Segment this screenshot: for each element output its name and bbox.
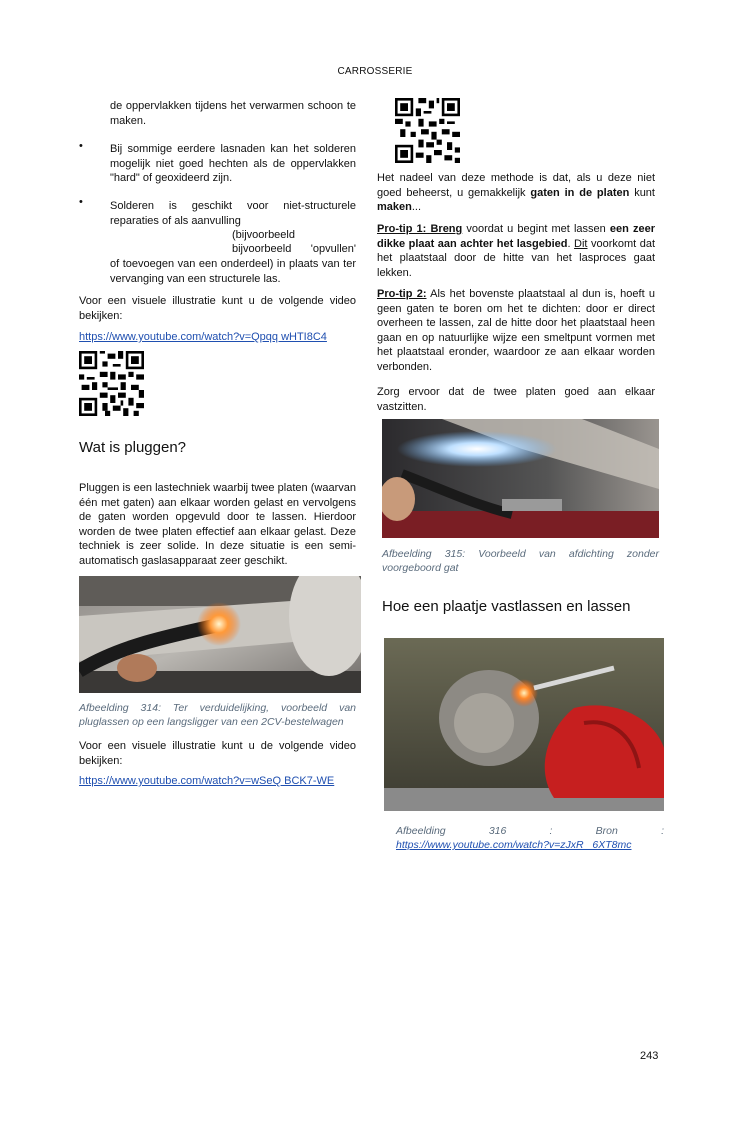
bullet-item-2d: of toevoegen van een onderdeel) in plaats van ter vervanging van een structurele las.	[110, 258, 356, 285]
caption-316	[396, 824, 664, 852]
fasten-paragraph: Zorg ervoor dat de twee platen goed aan elkaar vastzitten.	[377, 386, 655, 413]
caption-316-colon: :	[661, 825, 664, 837]
disadvantage-paragraph: Het nadeel van deze methode is dat, als u deze niet goed beheerst, u gemakkelijk gaten in de platen kunt maken...	[377, 172, 655, 213]
bullet-dot: •	[79, 140, 83, 152]
paragraph-continuation: de oppervlakken tijdens het verwarmen schoon te maken.	[110, 100, 356, 127]
qr-code-1	[79, 351, 144, 416]
qr-code-2	[395, 98, 460, 163]
section-heading-plaatje: Hoe een plaatje vastlassen en lassen	[382, 598, 631, 615]
pluggen-paragraph: Pluggen is een lastechniek waarbij twee platen (waarvan één met gaten) aan elkaar worden gelast en vervolgens de gaten worden opgevuld door te lassen. Hierdoor worden de twee platen effectief aan elkaar gelast. Deze techniek is zeer solide. In deze situatie is een semi-automatisch gaslasapparaat zeer geschikt.	[79, 482, 356, 567]
bullet-item-2b: (bijvoorbeeld	[232, 229, 295, 241]
video-link-1[interactable]: https://www.youtube.com/watch?v=Qpqq wHTI8C4	[79, 331, 327, 343]
bullet-dot: •	[79, 196, 83, 208]
pro-tip-2: Pro-tip 2: Als het bovenste plaatstaal al dun is, hoeft u geen gaten te boren om het te dichten: door er direct overheen te lassen, zal de hitte door het plaatstaal heen gaan en op natuurlijke wijze een smeltpunt vormen met het plaatstaal eronder, waardoor ze aan elkaar worden verbonden.	[377, 288, 655, 373]
bullet-item-1: Bij sommige eerdere lasnaden kan het solderen mogelijk niet goed hechten als de oppervlakken "hard" of geoxideerd zijn.	[110, 143, 356, 184]
caption-316-link[interactable]: https://www.youtube.com/watch?v=zJxR_ 6XT8mc	[396, 839, 632, 851]
bullet-item-2a: Solderen is geschikt voor niet-structurele reparaties of als aanvulling	[110, 200, 356, 227]
photo-sealing-weld	[382, 419, 659, 538]
page-number: 243	[640, 1050, 659, 1062]
photo-tack-welding	[384, 638, 664, 811]
video-intro: Voor een visuele illustratie kunt u de volgende video bekijken:	[79, 295, 356, 322]
caption-315: Afbeelding 315: Voorbeeld van afdichting zonder voorgeboord gat	[382, 548, 659, 574]
video-intro-2: Voor een visuele illustratie kunt u de volgende video bekijken:	[79, 740, 356, 767]
caption-316-label: Afbeelding 316 : Bron	[396, 825, 618, 837]
pro-tip-1: Pro-tip 1: Breng voordat u begint met lassen een zeer dikke plaat aan achter het lasgebied. Dit voorkomt dat het plaatstaal door de hitte van het lasproces gaat lekken.	[377, 223, 656, 279]
running-header: CARROSSERIE	[337, 66, 413, 77]
photo-plug-welding	[79, 576, 361, 693]
caption-314: Afbeelding 314: Ter verduidelijking, voorbeeld van pluglassen op een langsligger van een 2CV-bestelwagen	[79, 702, 356, 728]
bullet-item-2c: bijvoorbeeld 'opvullen'	[232, 243, 356, 255]
video-link-2[interactable]: https://www.youtube.com/watch?v=wSeQ BCK7-WE	[79, 775, 335, 787]
section-heading-pluggen: Wat is pluggen?	[79, 439, 187, 456]
